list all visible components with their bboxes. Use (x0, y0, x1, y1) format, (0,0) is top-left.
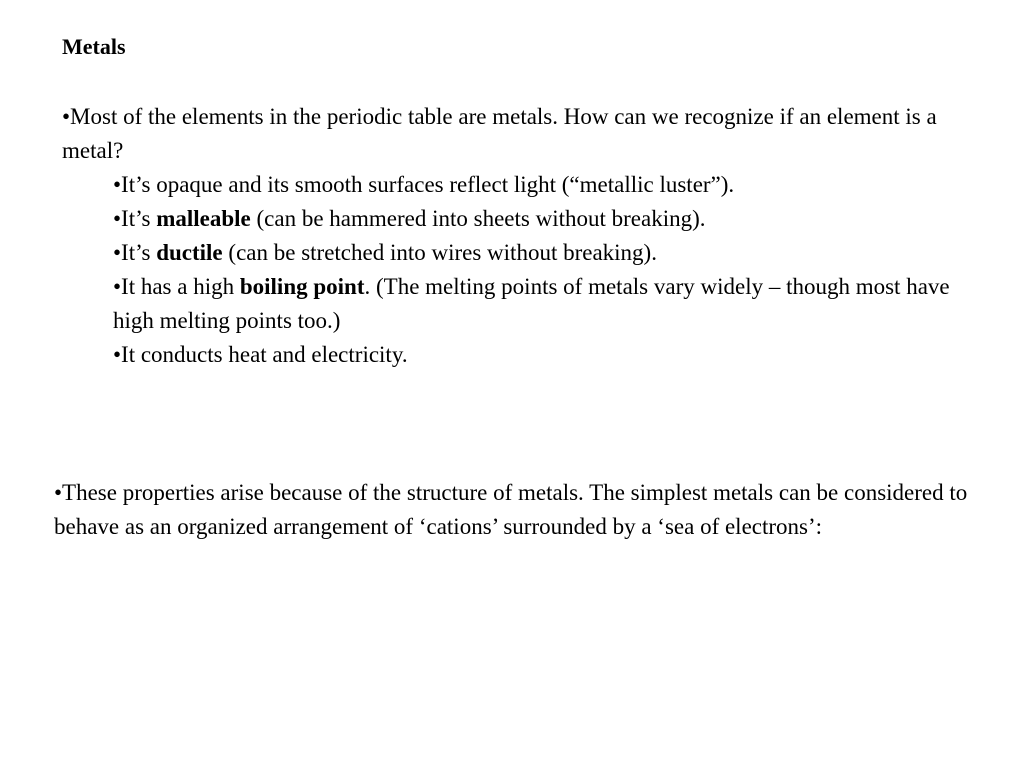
structure-paragraph: •These properties arise because of the structure of metals. The simplest metals can be considered to behave as an organized arrangement of ‘cations’ surrounded by a ‘sea of electrons’: (54, 480, 968, 539)
property-text: •It has a high (113, 274, 240, 299)
property-item-luster (113, 168, 993, 202)
property-keyword: malleable (156, 206, 251, 231)
property-keyword: boiling point (239, 274, 365, 299)
slide-title: Metals (62, 34, 126, 59)
property-text: •It’s opaque and its smooth surfaces reflect light (“metallic luster”). (113, 172, 735, 197)
property-text: (can be stretched into wires without breaking). (222, 240, 657, 265)
property-item-conductivity (113, 338, 993, 372)
property-item-malleable (113, 202, 993, 236)
property-item-ductile (113, 236, 993, 270)
property-text: . (The melting points of metals vary widely – though most have high melting points too.) (113, 274, 950, 333)
property-text: •It’s (113, 206, 157, 231)
property-text: (can be hammered into sheets without breaking). (250, 206, 706, 231)
property-keyword: ductile (156, 240, 223, 265)
property-text: •It conducts heat and electricity. (113, 342, 408, 367)
property-item-boiling-point (113, 270, 993, 338)
metal-properties-list (113, 168, 993, 372)
property-text: •It’s (113, 240, 157, 265)
intro-paragraph: •Most of the elements in the periodic table are metals. How can we recognize if an element is a metal? (62, 104, 937, 163)
